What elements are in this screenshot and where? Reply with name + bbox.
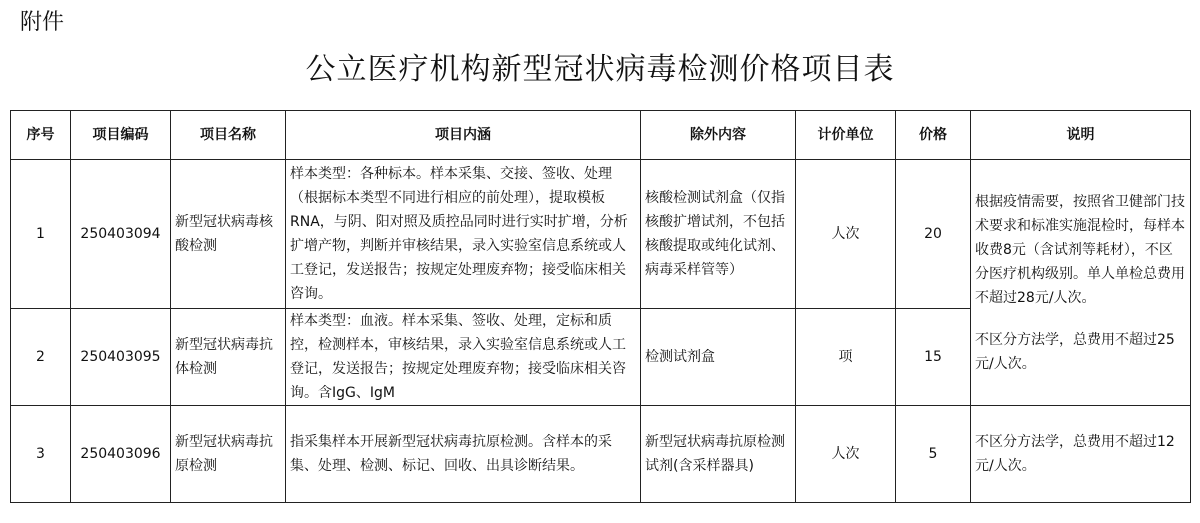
cell-exclusions: 新型冠状病毒抗原检测试剂(含采样器具): [641, 406, 796, 503]
cell-notes: 不区分方法学，总费用不超过12元/人次。: [971, 406, 1191, 503]
cell-price: 20: [896, 160, 971, 309]
cell-no: 1: [11, 160, 71, 309]
header-unit: 计价单位: [796, 111, 896, 160]
cell-code: 250403095: [71, 309, 171, 406]
table-row: [11, 406, 1191, 503]
cell-name: 新型冠状病毒抗体检测: [171, 309, 286, 406]
cell-no: 3: [11, 406, 71, 503]
header-name: 项目名称: [171, 111, 286, 160]
header-exclusions: 除外内容: [641, 111, 796, 160]
table-header-row: [11, 111, 1191, 160]
header-notes: 说明: [971, 111, 1191, 160]
cell-content: 指采集样本开展新型冠状病毒抗原检测。含样本的采集、处理、检测、标记、回收、出具诊断结果。: [286, 406, 641, 503]
header-code: 项目编码: [71, 111, 171, 160]
cell-notes-merged: [971, 160, 1191, 406]
cell-name: 新型冠状病毒抗原检测: [171, 406, 286, 503]
cell-content: 样本类型：血液。样本采集、签收、处理，定标和质控，检测样本，审核结果，录入实验室信息系统或人工登记，发送报告；按规定处理废弃物；接受临床相关咨询。含IgG、IgM: [286, 309, 641, 406]
cell-exclusions: 检测试剂盒: [641, 309, 796, 406]
cell-exclusions: 核酸检测试剂盒（仅指核酸扩增试剂，不包括核酸提取或纯化试剂、病毒采样管等）: [641, 160, 796, 309]
cell-price: 15: [896, 309, 971, 406]
price-table: [10, 110, 1191, 503]
cell-name: 新型冠状病毒核酸检测: [171, 160, 286, 309]
note-text: 不区分方法学，总费用不超过25元/人次。: [975, 331, 1175, 372]
page-title: 公立医疗机构新型冠状病毒检测价格项目表: [305, 52, 895, 87]
cell-code: 250403096: [71, 406, 171, 503]
cell-unit: 项: [796, 309, 896, 406]
cell-unit: 人次: [796, 406, 896, 503]
cell-code: 250403094: [71, 160, 171, 309]
annex-label: 附件: [20, 10, 65, 35]
header-price: 价格: [896, 111, 971, 160]
note-spacer: [975, 310, 1186, 328]
cell-unit: 人次: [796, 160, 896, 309]
header-no: 序号: [11, 111, 71, 160]
cell-no: 2: [11, 309, 71, 406]
header-content: 项目内涵: [286, 111, 641, 160]
cell-content: 样本类型：各种标本。样本采集、交接、签收、处理（根据标本类型不同进行相应的前处理），提取模板RNA，与阴、阳对照及质控品同时进行实时扩增，分析扩增产物，判断并审核结果，录入实验室信息系统或人工登记，发送报告；按规定处理废弃物；接受临床相关咨询。: [286, 160, 641, 309]
cell-price: 5: [896, 406, 971, 503]
note-text: 根据疫情需要，按照省卫健部门技术要求和标准实施混检时，每样本收费8元（含试剂等耗材），不区分医疗机构级别。单人单检总费用不超过28元/人次。: [975, 193, 1185, 306]
table-row: [11, 160, 1191, 309]
